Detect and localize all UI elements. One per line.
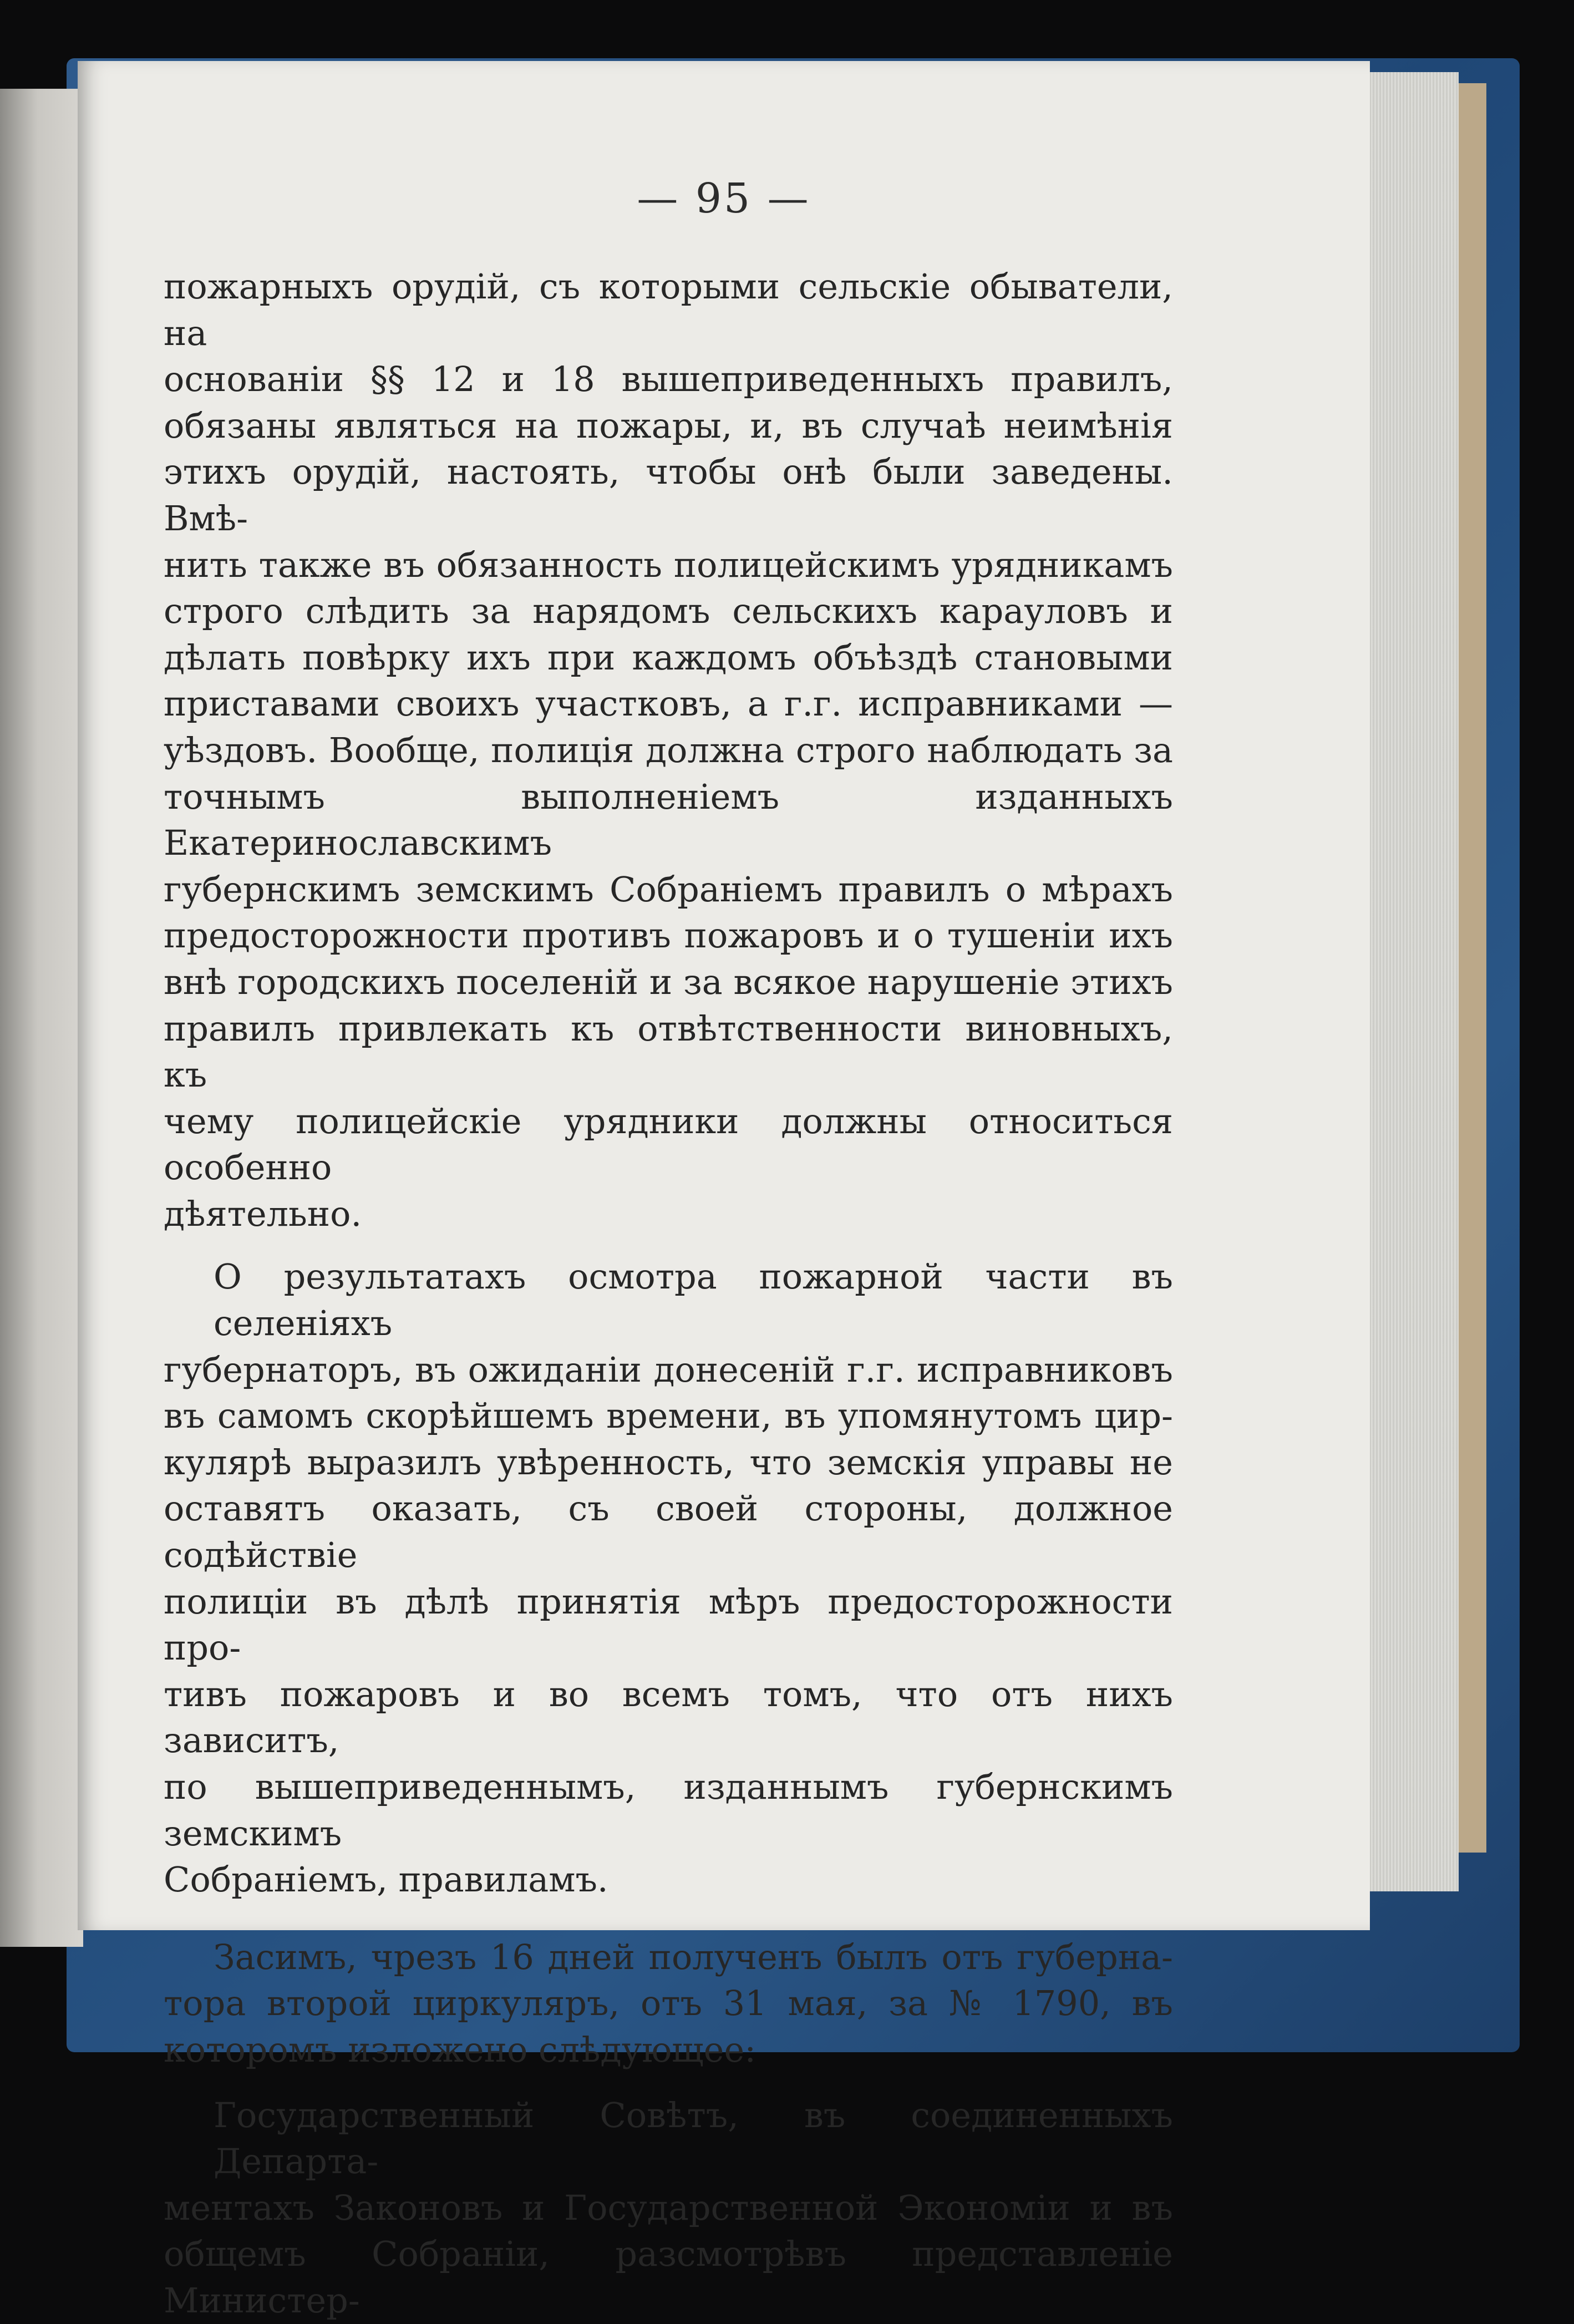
text-line: общемъ Собраніи, разсмотрѣвъ представленіе Министер-	[164, 2234, 1173, 2321]
paragraph-1	[164, 263, 1173, 1237]
text-line: обязаны являться на пожары, и, въ случаѣ неимѣнія	[164, 405, 1173, 446]
text-line: основаніи §§ 12 и 18 вышеприведенныхъ правилъ,	[164, 359, 1173, 400]
text-line: пожарныхъ орудій, съ которыми сельскіе обыватели, на	[164, 266, 1173, 353]
text-line: Государственный Совѣтъ, въ соединенныхъ Департа-	[214, 2094, 1173, 2182]
text-line: уѣздовъ. Вообще, полиція должна строго наблюдать за	[164, 729, 1173, 770]
text-line: нить также въ обязанность полицейскимъ урядникамъ	[164, 544, 1173, 585]
text-line: ментахъ Законовъ и Государственной Экономіи и въ	[164, 2187, 1173, 2228]
paragraph-2	[164, 1254, 1173, 1902]
text-line: внѣ городскихъ поселеній и за всякое нарушеніе этихъ	[164, 961, 1173, 1002]
text-line: тора второй циркуляръ, отъ 31 мая, за № 1790, въ	[164, 1983, 1173, 2024]
text-line: строго слѣдить за нарядомъ сельскихъ карауловъ и	[164, 591, 1173, 632]
text-line: Собраніемъ, правиламъ.	[164, 1859, 608, 1900]
text-line: Засимъ, чрезъ 16 дней полученъ былъ отъ губерна-	[214, 1936, 1173, 1977]
text-line: по вышеприведеннымъ, изданнымъ губернскимъ земскимъ	[164, 1767, 1173, 1854]
text-line: губернаторъ, въ ожиданіи донесеній г.г. исправниковъ	[164, 1349, 1173, 1390]
text-line: приставами своихъ участковъ, а г.г. исправниками —	[164, 683, 1173, 724]
text-line: чему полицейскіе урядники должны относиться особенно	[164, 1100, 1173, 1188]
text-line: этихъ орудій, настоять, чтобы онѣ были заведены. Вмѣ-	[164, 451, 1173, 539]
text-line: кулярѣ выразилъ увѣренность, что земскія управы не	[164, 1442, 1173, 1483]
book-page	[78, 61, 1370, 2321]
text-line: полиціи въ дѣлѣ принятія мѣръ предосторожности про-	[164, 1581, 1173, 1668]
text-line: дѣятельно.	[164, 1193, 362, 1234]
text-line: дѣлать повѣрку ихъ при каждомъ объѣздѣ становыми	[164, 637, 1173, 678]
text-line: которомъ изложено слѣдующее:	[164, 2029, 756, 2070]
paragraph-3	[164, 1934, 1173, 2073]
text-line: тивъ пожаровъ и во всемъ томъ, что отъ нихъ зависитъ,	[164, 1673, 1173, 1761]
text-line: губернскимъ земскимъ Собраніемъ правилъ о мѣрахъ	[164, 869, 1173, 910]
paragraph-4	[164, 2092, 1173, 2324]
text-line: О результатахъ осмотра пожарной части въ селеніяхъ	[214, 1256, 1173, 1344]
text-line: въ самомъ скорѣйшемъ времени, въ упомянутомъ цир-	[164, 1396, 1173, 1437]
left-page-edge	[0, 89, 83, 1947]
text-line: точнымъ выполненіемъ изданныхъ Екатеринославскимъ	[164, 776, 1173, 864]
text-line: правилъ привлекать къ отвѣтственности виновныхъ, къ	[164, 1008, 1173, 1095]
text-line: предосторожности противъ пожаровъ и о тушеніи ихъ	[164, 915, 1173, 956]
text-line: оставятъ оказать, съ своей стороны, должное содѣйствіе	[164, 1488, 1173, 1576]
page-number: — 95 —	[637, 175, 811, 222]
page-text	[164, 263, 1173, 2324]
